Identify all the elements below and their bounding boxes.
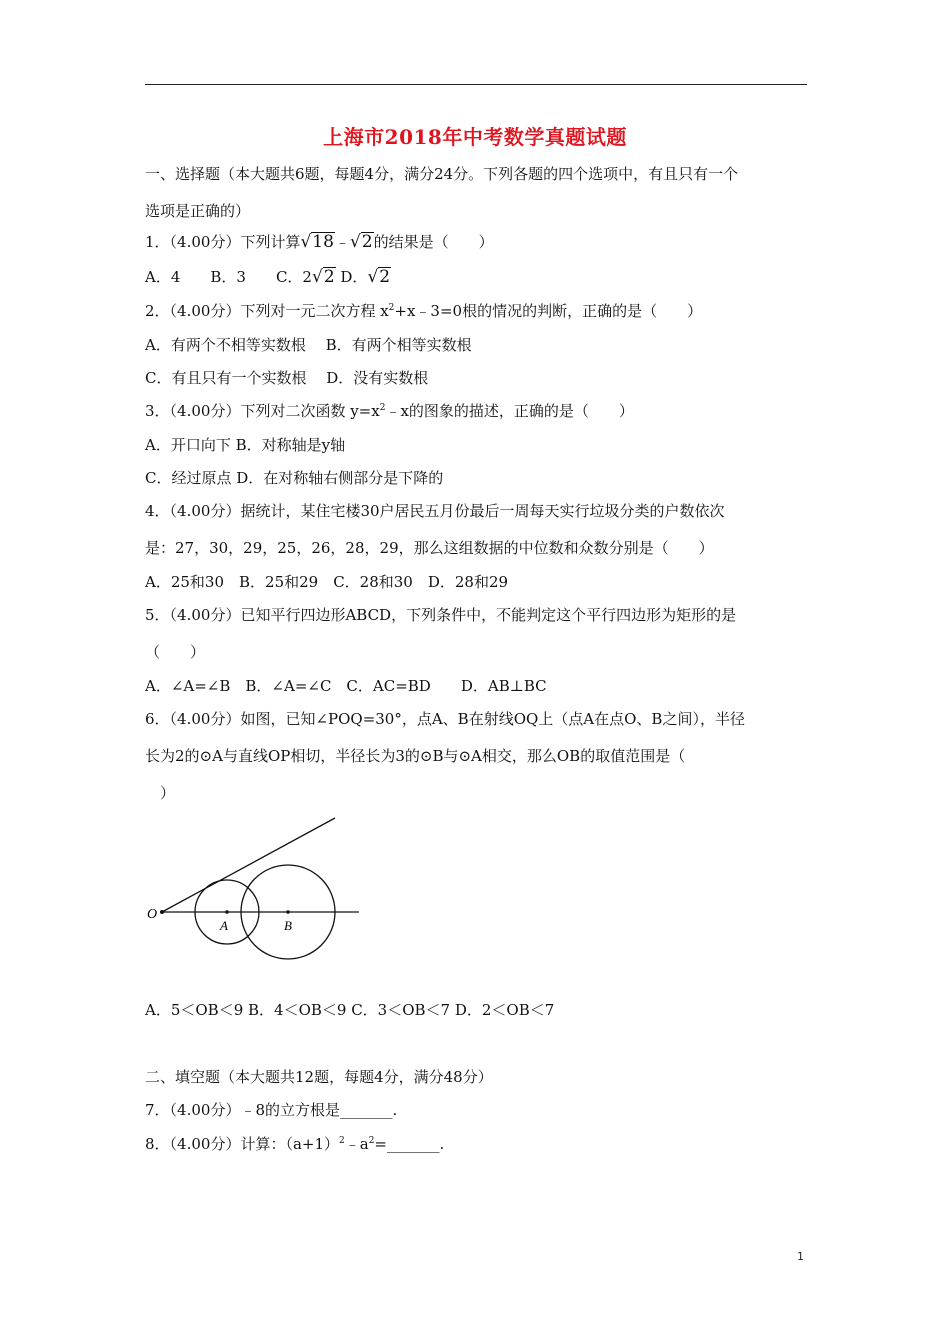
q1-prefix: 1．（4.00分）下列计算 [145, 233, 301, 251]
question-6-stem-line3: ） [145, 784, 176, 802]
question-1-options [145, 266, 391, 287]
q8-mid: ﹣a [344, 1135, 369, 1153]
q7-stem: 7．（4.00分）﹣8的立方根是 [145, 1101, 340, 1119]
question-3-stem [145, 400, 634, 421]
ray-op [162, 818, 335, 912]
question-5-stem-line2: （ ） [145, 643, 206, 661]
question-4-stem-line2: 是：27，30，29，25，26，28，29，那么这组数据的中位数和众数分别是（ ） [145, 539, 714, 557]
question-8 [145, 1133, 444, 1154]
page-title: 上海市2018年中考数学真题试题 [323, 125, 627, 149]
q8-end: . [439, 1135, 445, 1153]
question-4-options: A．25和30 B．25和29 C．28和30 D．28和29 [145, 573, 509, 591]
page-number: 1 [797, 1250, 804, 1263]
label-a: A [220, 918, 228, 933]
sqrt-2: √2 [349, 232, 373, 252]
q1-option-c-sqrt: √2 [311, 267, 335, 287]
header-rule [145, 84, 807, 85]
question-3-options-line1: A．开口向下 B．对称轴是y轴 [145, 436, 346, 454]
q3-stem-post: ﹣x的图象的描述，正确的是（ ） [385, 402, 634, 420]
q1-options-ab-c: A．4 B．3 C．2 [145, 268, 312, 286]
question-1-stem [145, 231, 494, 252]
q1-option-d: D． [335, 268, 368, 286]
q1-suffix: 的结果是（ ） [373, 233, 494, 251]
question-6-stem-line1: 6．（4.00分）如图，已知∠POQ=30°，点A、B在射线OQ上（点A在点O、B之间），半径 [145, 710, 745, 728]
question-4-stem-line1: 4．（4.00分）据统计，某住宅楼30户居民五月份最后一周每天实行垃圾分类的户数依次 [145, 502, 725, 520]
section2-heading: 二、填空题（本大题共12题，每题4分，满分48分） [145, 1068, 493, 1086]
question-2-options-line2: C．有且只有一个实数根 D．没有实数根 [145, 369, 429, 387]
q2-stem-pre: 2．（4.00分）下列对一元二次方程 x [145, 302, 389, 320]
q2-stem-post: +x﹣3=0根的情况的判断，正确的是（ ） [394, 302, 703, 320]
question-2-stem [145, 300, 702, 321]
question-5-stem-line1: 5．（4.00分）已知平行四边形ABCD，下列条件中，不能判定这个平行四边形为矩形的是 [145, 606, 737, 624]
geometry-figure [143, 812, 365, 964]
question-6-stem-line2: 长为2的⊙A与直线OP相切，半径长为3的⊙B与⊙A相交，那么OB的取值范围是（ [145, 747, 686, 765]
point-b [286, 910, 290, 914]
q3-stem-pre: 3．（4.00分）下列对二次函数 y=x [145, 402, 380, 420]
question-3-options-line2: C．经过原点 D．在对称轴右侧部分是下降的 [145, 469, 444, 487]
q1-option-d-sqrt: √2 [367, 267, 391, 287]
q1-minus: ﹣ [334, 233, 350, 251]
label-b: B [284, 918, 292, 933]
question-7 [145, 1099, 397, 1120]
q3-superscript: 2 [379, 403, 386, 413]
point-o [160, 910, 164, 914]
sqrt-18: √18 [300, 232, 334, 252]
section1-heading-line2: 选项是正确的） [145, 202, 251, 220]
section1-heading-line1: 一、选择题（本大题共6题，每题4分，满分24分。下列各题的四个选项中，有且只有一个 [145, 165, 739, 183]
point-a [225, 910, 229, 914]
label-o: O [147, 907, 158, 922]
q7-answer-blank: _______ [340, 1101, 393, 1119]
q8-stem-pre: 8．（4.00分）计算：（a+1） [145, 1135, 339, 1153]
question-6-options: A．5＜OB＜9 B．4＜OB＜9 C．3＜OB＜7 D．2＜OB＜7 [145, 1001, 555, 1019]
question-2-options-line1: A．有两个不相等实数根 B．有两个相等实数根 [145, 336, 472, 354]
q8-answer-blank: _______ [387, 1135, 440, 1153]
q2-superscript: 2 [388, 303, 395, 313]
question-5-options: A．∠A=∠B B．∠A=∠C C．AC=BD D．AB⊥BC [145, 677, 547, 695]
q7-end: . [392, 1101, 398, 1119]
q8-superscript-2: 2 [368, 1136, 375, 1146]
q8-equals: = [374, 1135, 387, 1153]
q8-superscript-1: 2 [339, 1136, 345, 1146]
